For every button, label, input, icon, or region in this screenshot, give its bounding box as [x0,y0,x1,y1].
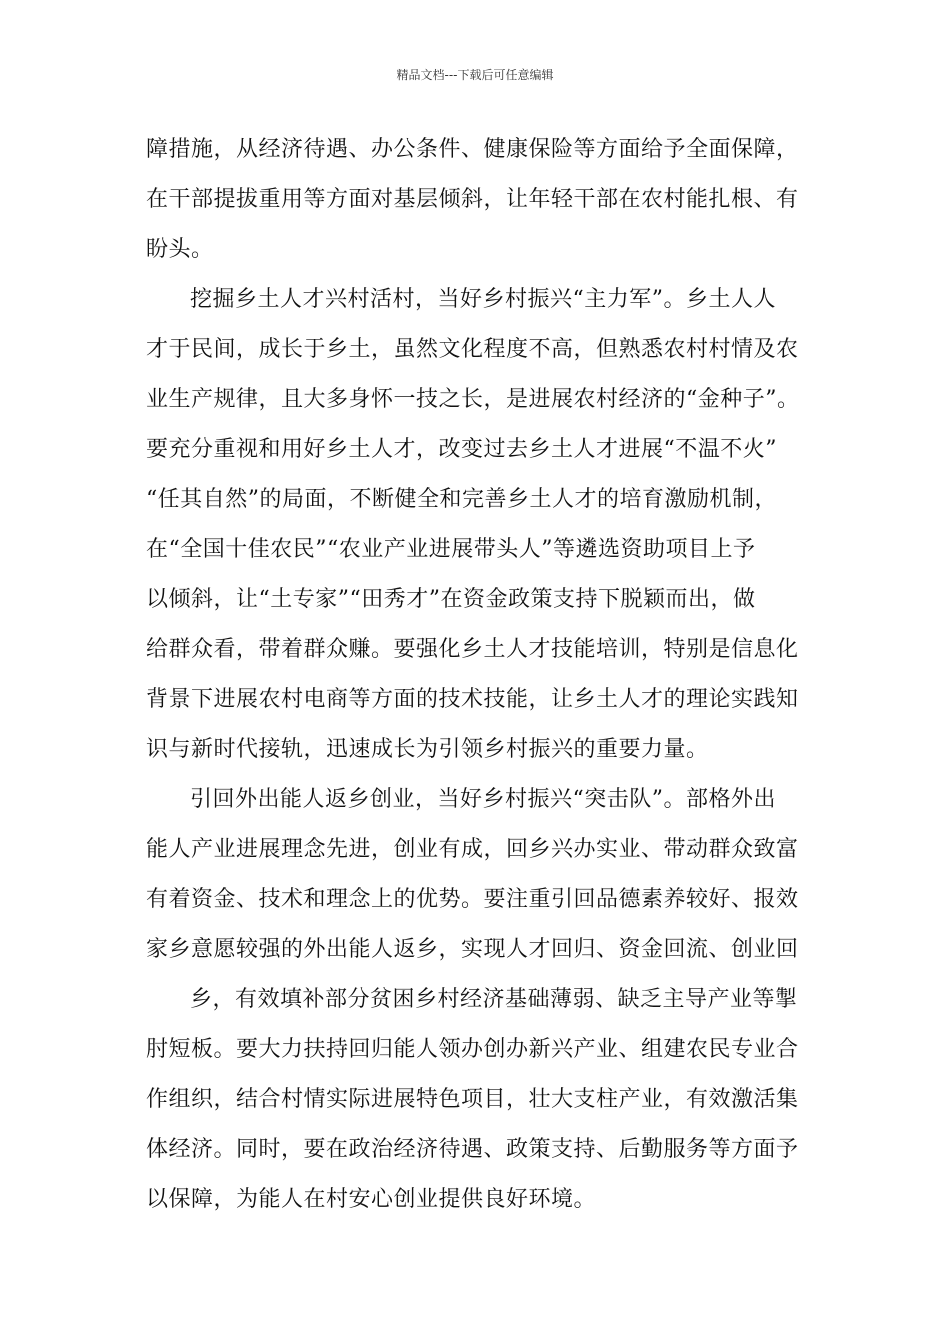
body-line: 以保障，为能人在村安心创业提供良好环境。 [146,1187,597,1212]
body-line: 以倾斜，让“土专家”“田秀才”在资金政策支持下脱颖而出，做 [146,587,756,612]
body-line: 体经济。同时，要在政治经济待遇、政策支持、后勤服务等方面予 [146,1137,799,1162]
body-line: 作组织，结合村情实际进展特色项目，壮大支柱产业，有效激活集 [146,1087,799,1112]
body-line: 给群众看，带着群众赚。要强化乡土人才技能培训，特别是信息化 [146,637,799,662]
body-line: 在“全国十佳农民”“农业产业进展带头人”等遴选资助项目上予 [146,537,756,562]
body-line: 在干部提拔重用等方面对基层倾斜，让年轻干部在农村能扎根、有 [146,187,799,212]
paragraph-first-line: 乡，有效填补部分贫困乡村经济基础薄弱、缺乏主导产业等掣 [190,987,798,1012]
body-line: 要充分重视和用好乡土人才，改变过去乡土人才进展“不温不火” [146,437,777,462]
body-line: 家乡意愿较强的外出能人返乡，实现人才回归、资金回流、创业回 [146,937,799,962]
body-line: 能人产业进展理念先进，创业有成，回乡兴办实业、带动群众致富 [146,837,799,862]
body-line: 识与新时代接轨，迅速成长为引领乡村振兴的重要力量。 [146,737,709,762]
body-line: “任其自然”的局面，不断健全和完善乡土人才的培育激励机制， [146,487,777,512]
body-line: 有着资金、技术和理念上的优势。要注重引回品德素养较好、报效 [146,887,799,912]
paragraph-first-line: 挖掘乡土人才兴村活村，当好乡村振兴“主力军”。乡土人人 [190,287,776,312]
body-line: 障措施，从经济待遇、办公条件、健康保险等方面给予全面保障， [146,137,799,162]
body-line: 才于民间，成长于乡土，虽然文化程度不高，但熟悉农村村情及农 [146,337,799,362]
paragraph-first-line: 引回外出能人返乡创业，当好乡村振兴“突击队”。部格外出 [190,787,776,812]
page-header: 精品文档---下载后可任意编辑 [396,68,554,82]
body-line: 盼头。 [146,237,214,262]
body-line: 业生产规律，且大多身怀一技之长，是进展农村经济的“金种子”。 [146,387,800,412]
body-line: 肘短板。要大力扶持回归能人领办创办新兴产业、组建农民专业合 [146,1037,799,1062]
body-line: 背景下进展农村电商等方面的技术技能，让乡土人才的理论实践知 [146,687,799,712]
